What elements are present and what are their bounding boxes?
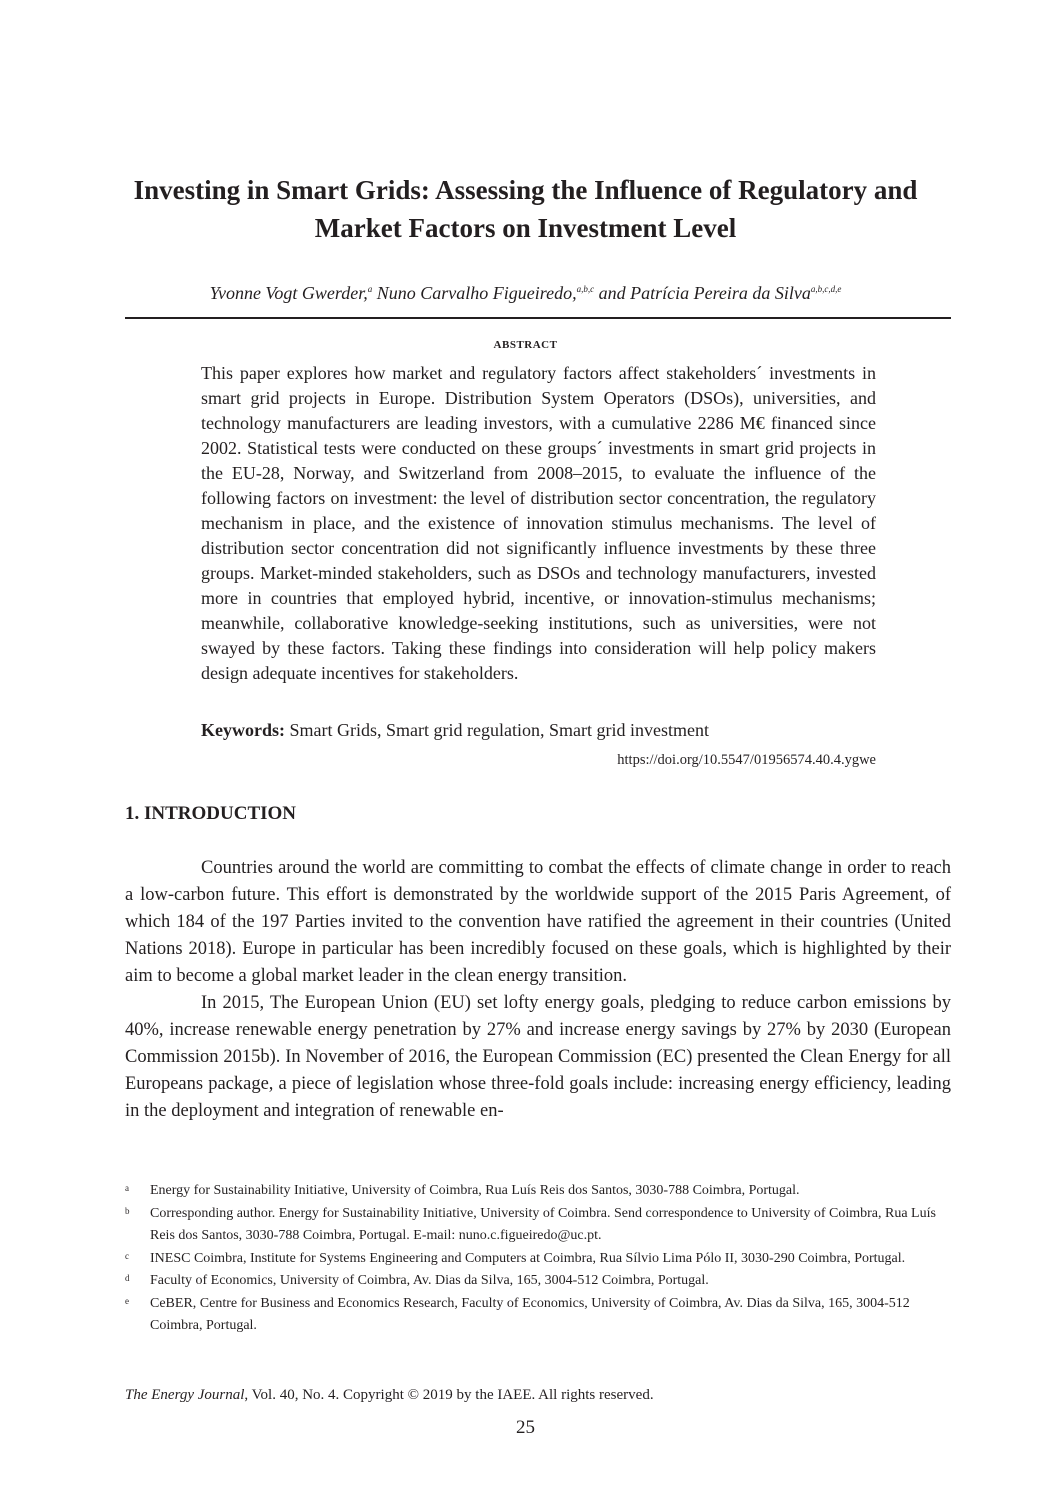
- footnote-text: Energy for Sustainability Initiative, University of Coimbra, Rua Luís Reis dos Santos, 3030-788 Coimbra, Portugal.: [150, 1183, 800, 1198]
- section-body: [125, 855, 951, 1125]
- author-connector: and: [598, 283, 626, 303]
- keywords-value: Smart Grids, Smart grid regulation, Smart grid investment: [289, 720, 709, 740]
- footnotes: [125, 1180, 951, 1338]
- journal-name: The Energy Journal: [125, 1387, 245, 1403]
- footnote-text: INESC Coimbra, Institute for Systems Engineering and Computers at Coimbra, Rua Sílvio Lima Pólo II, 3030-290 Coimbra, Portugal.: [150, 1250, 906, 1266]
- footnote-mark: c: [125, 1250, 129, 1261]
- footnote: [125, 1248, 951, 1271]
- footnote-mark: d: [125, 1273, 130, 1283]
- paper-title: Investing in Smart Grids: Assessing the Influence of Regulatory and Market Factors on Investment Level: [133, 175, 918, 243]
- keywords: [201, 718, 876, 743]
- author-name: Patrícia Pereira da Silva: [630, 283, 811, 303]
- doi-link[interactable]: https://doi.org/10.5547/01956574.40.4.ygwe: [617, 752, 876, 768]
- abstract-heading: ABSTRACT: [493, 339, 558, 351]
- paragraph: Countries around the world are committing to combat the effects of climate change in order to reach a low-carbon future. This effort is demonstrated by the worldwide support of the 2015 Paris Agreement, of which 184 of the 197 Parties invited to the convention have ratified the agreement in their countries (United Nations 2018). Europe in particular has been incredibly focused on these goals, which is highlighted by their aim to become a global market leader in the clean energy transition.: [125, 858, 951, 986]
- header-divider: [125, 317, 951, 319]
- footnote: [125, 1293, 951, 1338]
- footnote-text: CeBER, Centre for Business and Economics Research, Faculty of Economics, University of Coimbra, Av. Dias da Silva, 165, 3004-512 Coimbra, Portugal.: [150, 1295, 910, 1333]
- affiliation-mark: a,b,c: [576, 284, 595, 294]
- section-heading: 1. INTRODUCTION: [125, 803, 297, 824]
- author-name: Yvonne Vogt Gwerder,: [209, 283, 368, 303]
- footnote: [125, 1270, 951, 1293]
- paragraph: In 2015, The European Union (EU) set lofty energy goals, pledging to reduce carbon emissions by 40%, increase renewable energy penetration by 27% and increase energy savings by 27% by 2030 (European Commission 2015b). In November of 2016, the European Commission (EC) presented the Clean Energy for all Europeans package, a piece of legislation whose three-fold goals include: increasing energy efficiency, leading in the deployment and integration of renewable en-: [125, 993, 951, 1121]
- author-name: Nuno Carvalho Figueiredo,: [376, 283, 577, 303]
- affiliation-mark: a: [367, 284, 373, 294]
- footnote-mark: a: [125, 1183, 129, 1193]
- author-line: [100, 281, 951, 305]
- footnote: [125, 1180, 951, 1203]
- footnote-mark: b: [125, 1205, 130, 1216]
- keywords-label: Keywords:: [201, 720, 285, 740]
- citation-text: , Vol. 40, No. 4. Copyright © 2019 by the IAEE. All rights reserved.: [244, 1387, 654, 1403]
- footnote-text: Faculty of Economics, University of Coimbra, Av. Dias da Silva, 165, 3004-512 Coimbra, Portugal.: [150, 1273, 709, 1288]
- footnote: [125, 1203, 951, 1248]
- journal-citation: [125, 1385, 654, 1405]
- footnote-text: Corresponding author. Energy for Sustainability Initiative, University of Coimbra. Send correspondence to University of Coimbra, Rua Luís Reis dos Santos, 3030-788 Coimbra, Portugal. E-mail: nuno.c.figueiredo@uc.pt.: [150, 1205, 936, 1243]
- footnote-mark: e: [125, 1295, 129, 1306]
- affiliation-mark: a,b,c,d,e: [810, 284, 842, 294]
- abstract-text: This paper explores how market and regulatory factors affect stakeholders´ investments in smart grid projects in Europe. Distribution System Operators (DSOs), universities, and technology manufacturers are leading investors, with a cumulative 2286 M€ financed since 2002. Statistical tests were conducted on these groups´ investments in smart grid projects in the EU-28, Norway, and Switzerland from 2008–2015, to evaluate the influence of the following factors on investment: the level of distribution sector concentration, the regulatory mechanism in place, and the existence of innovation stimulus mechanisms. The level of distribution sector concentration did not significantly influence investments by these three groups. Market-minded stakeholders, such as DSOs and technology manufacturers, invested more in countries that employed hybrid, incentive, or innovation-stimulus mechanisms; meanwhile, collaborative knowledge-seeking institutions, such as universities, were not swayed by these factors. Taking these findings into consideration will help policy makers design adequate incentives for stakeholders.: [201, 363, 876, 683]
- page-number: 25: [516, 1417, 535, 1438]
